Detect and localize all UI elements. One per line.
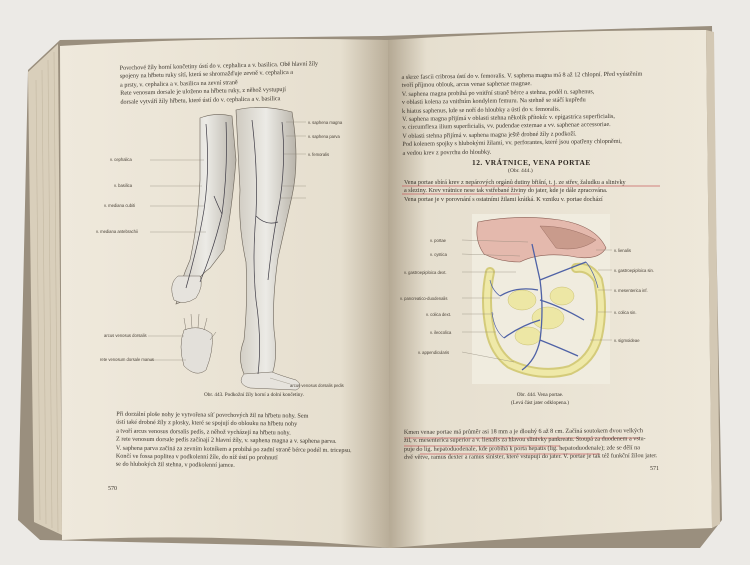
figure-label: v. gastroepiploica sin. bbox=[614, 268, 654, 273]
left-figure-caption: Obr. 443. Podkožní žíly horní a dolní končetiny. bbox=[204, 392, 304, 398]
right-figure-caption: Obr. 444. Vena portae. bbox=[516, 392, 564, 398]
right-page-section-text bbox=[404, 179, 670, 204]
text-line: žil, v. mesenterica superior a v. lienalis za hlavou slinivky pankreatu. Stoupá za duodenem a vstu- bbox=[403, 435, 646, 445]
text-line: spojeny na hřbetu ruky sítí, která se shromažďuje zevně v. cephalica a bbox=[119, 69, 294, 81]
figure-label: v. gastroepiploica dext. bbox=[404, 270, 447, 275]
figure-label: v. ileocolica bbox=[430, 330, 452, 335]
text-line: Končí ve fossa poplitea v podkolenní žíle, do níž ústí po prohnutí bbox=[115, 452, 278, 462]
figure-label: arcus venosus dorsalis pedis bbox=[290, 383, 344, 388]
text-line: puje do lig. hepatoduodenale, kde probíhá k porta hepatis (lig. hepatoduodenale); zde se dělí na bbox=[404, 444, 640, 453]
text-line: v. circumflexa ilium superficialis, vv. pudendae externae a vv. saphenae accessoriae. bbox=[402, 121, 611, 132]
section-figure-ref: (Obr. 444.) bbox=[508, 168, 533, 174]
text-line: Rete venosum dorsale je uloženo na hřbetu ruky, z něhož vystupují bbox=[120, 86, 287, 98]
figure-label: v. lienalis bbox=[614, 248, 631, 253]
right-page-top-text bbox=[401, 70, 670, 158]
text-line: ústí také drobné žíly z plosky, které se spojují do oblouku na hřbetu nohy bbox=[116, 419, 298, 428]
text-line: dorsale vytváří žíly hřbetu, které ústí do v. cephalica a v. basilica bbox=[120, 94, 281, 106]
figure-label: v. mesenterica inf. bbox=[614, 288, 648, 293]
figure-label: v. pancreatico-duodenalis bbox=[400, 296, 448, 301]
left-page-top-text bbox=[120, 59, 367, 107]
text-line: k hiatus saphenus, kde se noří do hloubky a ústí do v. femoralis. bbox=[401, 105, 561, 115]
text-line: a vedou krev z povrchu do hloubky. bbox=[402, 148, 492, 157]
figure-label: v. appendicularis bbox=[418, 350, 450, 355]
figure-label: v. saphena parva bbox=[308, 134, 340, 139]
text-line: Vena portae je v porovnání s ostatními žilami krátká. K vzniku v. portae dochází bbox=[404, 195, 603, 203]
figure-label: v. sigmoideae bbox=[614, 338, 640, 343]
figure-label: v. femoralis bbox=[308, 152, 330, 157]
left-page-bottom-text bbox=[116, 411, 379, 473]
text-line: V. saphena magna probíhá po vnitřní straně bérce a stehna, podél n. saphenus, bbox=[401, 87, 595, 98]
text-line: Vena portae sbírá krev z nepárových orgánů dutiny břišní, t. j. ze střev, žaludku a slinivky bbox=[404, 179, 626, 186]
figure-label: v. basilica bbox=[114, 183, 133, 188]
right-page-bottom-text bbox=[404, 427, 670, 462]
text-line: V. saphena magna přijímá v oblasti stehna několik přítoků: v. epigastrica superficialis, bbox=[402, 112, 615, 123]
text-line: dvě větve, ramus dexter a ramus sinister, které vstupují do jater. V. portae je tak též funkční žílou jater. bbox=[404, 452, 658, 462]
figure-label: v. colica dext. bbox=[426, 312, 452, 317]
figure-label: v. mediana antebrachii bbox=[96, 229, 138, 234]
text-line: Kmen venae portae má průměr asi 18 mm a je dlouhý 6 až 8 cm. Začíná soutokem dvou velkých bbox=[403, 427, 643, 436]
text-line: Při dorzální ploše nohy je vytvořena síť povrchových žil na hřbetu nohy. Sem bbox=[116, 410, 309, 420]
text-line: V. saphena parva začíná za zevním kotníkem a probíhá po zadní straně bérce podél m. tricepsu. bbox=[115, 444, 352, 454]
text-line: a sleziny. Krev vrátnice nese tak vstřebané živiny do jater, kde je dále zpracována. bbox=[404, 187, 608, 195]
figure-label: v. colica sin. bbox=[614, 310, 637, 315]
figure-label: rete venosum dorsale manus bbox=[100, 357, 154, 362]
text-line: v oblasti kolena za vnitřním kondylem femuru. Na stehně se stáčí kupředu bbox=[401, 96, 586, 107]
text-line: Pod kolenem spojky s hlubokými žilami, vv. perforantes, které jsou opatřeny chlopněmi, bbox=[402, 138, 622, 149]
right-page-number: 571 bbox=[650, 466, 659, 472]
text-line: se do hlubokých žil stehna, v podkolenní jamce. bbox=[115, 461, 235, 470]
text-line: a prsty, v. cephalica a v. basilica na zevní straně bbox=[119, 78, 238, 89]
figure-label: v. cystica bbox=[430, 252, 447, 257]
text-line: tvoří příjmou oblouk, arcus venae saphenae magnae. bbox=[401, 80, 532, 90]
figure-label: v. mediana cubiti bbox=[104, 203, 136, 208]
text-line: Z rete venosum dorsale pedis začínají 2 hlavní žíly, v. saphena magna a v. saphena parva. bbox=[115, 435, 337, 446]
figure-label: v. portae bbox=[430, 238, 446, 243]
text-line: a tvoří arcus venosus dorsalis pedis, z něhož vycházejí na hřbetu nohy. bbox=[116, 427, 291, 437]
text-line: a skrze fascii cribrosa ústí do v. femoralis. V. saphena magna má 8 až 12 chlopní. Před vyústěním bbox=[401, 70, 643, 81]
text-line: Povrchové žíly horní končetiny ústí do v. cephalica a v. basilica. Obě hlavní žíly bbox=[119, 60, 319, 72]
section-heading: 12. VRÁTNICE, VENA PORTAE bbox=[472, 158, 591, 167]
figure-label: v. saphena magna bbox=[308, 120, 343, 125]
figure-label: v. cephalica bbox=[110, 157, 132, 162]
right-figure-subcaption: (Levá část jater odklopena.) bbox=[511, 400, 569, 406]
portal-vein-figure bbox=[462, 214, 612, 384]
figure-label: arcus venosus dorsalis bbox=[104, 333, 147, 338]
text-line: V oblasti stehna přijímá v. saphena magna ještě drobné žíly z podkoží. bbox=[402, 130, 577, 140]
left-page-number: 570 bbox=[108, 486, 117, 492]
